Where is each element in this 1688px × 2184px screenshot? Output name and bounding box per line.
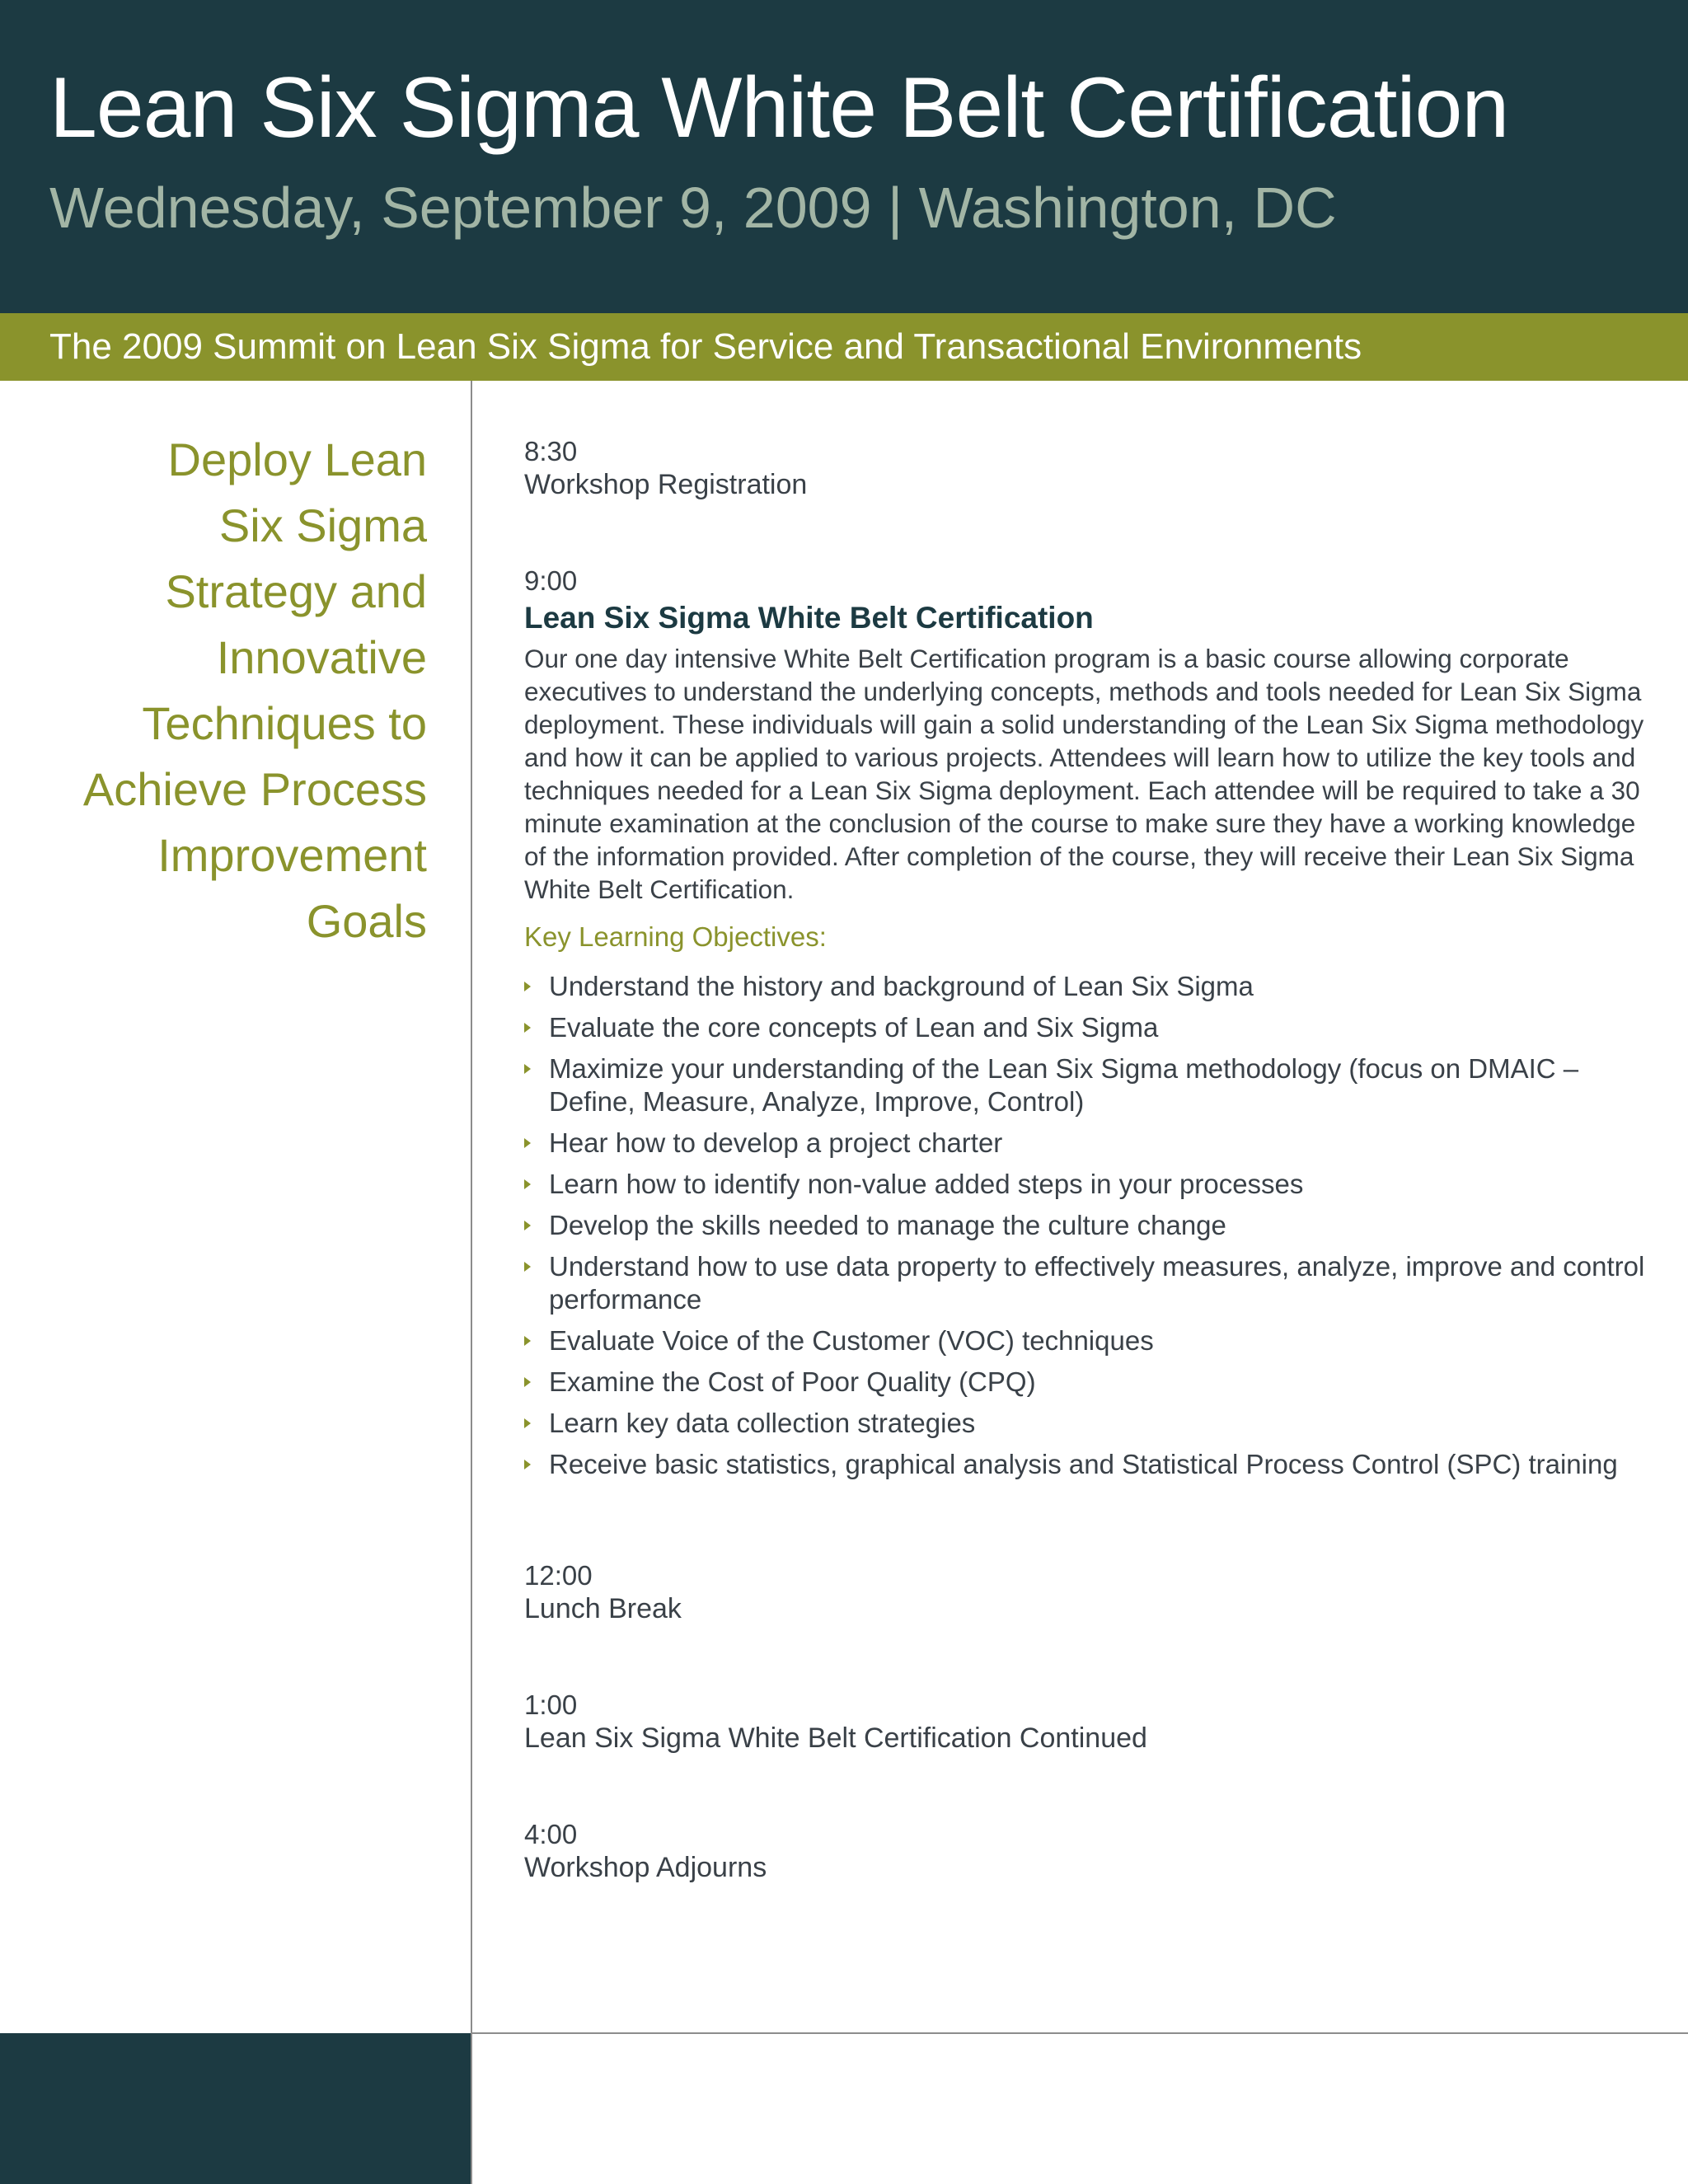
list-item <box>524 1127 1653 1160</box>
objective-text: Maximize your understanding of the Lean Six Sigma methodology (focus on DMAIC – Define, Measure, Analyze, Improve, Control) <box>549 1053 1579 1117</box>
list-item <box>524 1366 1653 1399</box>
footer-block <box>0 2033 471 2184</box>
triangle-bullet-icon <box>524 1262 531 1272</box>
session-description: Our one day intensive White Belt Certification program is a basic course allowing corporate executives to understand the underlying concepts, methods and tools needed for Lean Six Sigma deployment. These individuals will gain a solid understanding of the Lean Six Sigma methodology and how it can be applied to various projects. Attendees will learn how to utilize the key tools and techniques needed for a Lean Six Sigma deployment. Each attendee will be required to take a 30 minute examination at the conclusion of the course to make sure they have a working knowledge of the information provided. After completion of the course, they will receive their Lean Six Sigma White Belt Certification. <box>524 644 1644 904</box>
agenda-slot-registration <box>524 435 1653 501</box>
triangle-bullet-icon <box>524 982 531 991</box>
objectives-heading: Key Learning Objectives: <box>524 921 827 952</box>
sidebar-tagline <box>33 427 427 954</box>
agenda-slot-lunch <box>524 1559 1653 1625</box>
list-item <box>524 1209 1653 1242</box>
slot-time: 1:00 <box>524 1690 578 1720</box>
tagline-line: Techniques to <box>142 697 427 749</box>
objective-text: Understand how to use data property to effectively measures, analyze, improve and control performance <box>549 1251 1645 1315</box>
triangle-bullet-icon <box>524 1418 531 1428</box>
event-date-location: Wednesday, September 9, 2009 | Washington, DC <box>49 176 1337 240</box>
slot-title: Workshop Adjourns <box>524 1852 767 1883</box>
slot-title: Lean Six Sigma White Belt Certification Continued <box>524 1722 1147 1754</box>
objective-text: Develop the skills needed to manage the culture change <box>549 1210 1226 1240</box>
objective-text: Evaluate the core concepts of Lean and Six Sigma <box>549 1012 1159 1043</box>
objective-text: Understand the history and background of Lean Six Sigma <box>549 971 1254 1001</box>
tagline-line: Achieve Process <box>82 763 427 815</box>
footer-divider <box>471 2032 1688 2034</box>
list-item <box>524 1448 1653 1481</box>
tagline-line: Improvement <box>157 829 427 881</box>
list-item <box>524 1250 1653 1316</box>
triangle-bullet-icon <box>524 1179 531 1189</box>
summit-title: The 2009 Summit on Lean Six Sigma for Service and Transactional Environments <box>49 326 1362 367</box>
list-item <box>524 1324 1653 1357</box>
triangle-bullet-icon <box>524 1336 531 1346</box>
triangle-bullet-icon <box>524 1023 531 1033</box>
list-item <box>524 1052 1653 1118</box>
tagline-line: Strategy and <box>165 565 427 617</box>
slot-title: Lunch Break <box>524 1593 682 1624</box>
objective-text: Learn how to identify non-value added steps in your processes <box>549 1169 1304 1199</box>
objective-text: Evaluate Voice of the Customer (VOC) techniques <box>549 1325 1154 1356</box>
agenda-slot-continued <box>524 1689 1653 1755</box>
objective-text: Hear how to develop a project charter <box>549 1127 1003 1158</box>
page-title: Lean Six Sigma White Belt Certification <box>49 60 1509 156</box>
slot-time: 8:30 <box>524 436 578 466</box>
list-item <box>524 1407 1653 1440</box>
triangle-bullet-icon <box>524 1377 531 1387</box>
tagline-line: Deploy Lean <box>167 434 427 485</box>
slot-title: Workshop Registration <box>524 469 808 500</box>
list-item <box>524 970 1653 1003</box>
triangle-bullet-icon <box>524 1460 531 1469</box>
tagline-line: Six Sigma <box>218 499 427 551</box>
slot-time: 12:00 <box>524 1560 593 1591</box>
objectives-list <box>524 970 1653 1481</box>
agenda-slot-adjourn <box>524 1818 1653 1884</box>
objective-text: Learn key data collection strategies <box>549 1408 976 1438</box>
triangle-bullet-icon <box>524 1064 531 1074</box>
triangle-bullet-icon <box>524 1138 531 1148</box>
list-item <box>524 1011 1653 1044</box>
tagline-line: Innovative <box>216 631 427 683</box>
list-item <box>524 1168 1653 1201</box>
objective-text: Receive basic statistics, graphical analysis and Statistical Process Control (SPC) training <box>549 1449 1618 1479</box>
slot-time: 9:00 <box>524 565 578 596</box>
objective-text: Examine the Cost of Poor Quality (CPQ) <box>549 1366 1036 1397</box>
slot-time: 4:00 <box>524 1819 578 1849</box>
session-title: Lean Six Sigma White Belt Certification <box>524 601 1094 635</box>
triangle-bullet-icon <box>524 1221 531 1230</box>
column-divider <box>471 381 472 2184</box>
tagline-line: Goals <box>306 895 427 947</box>
agenda-slot-certification <box>524 565 1653 1489</box>
